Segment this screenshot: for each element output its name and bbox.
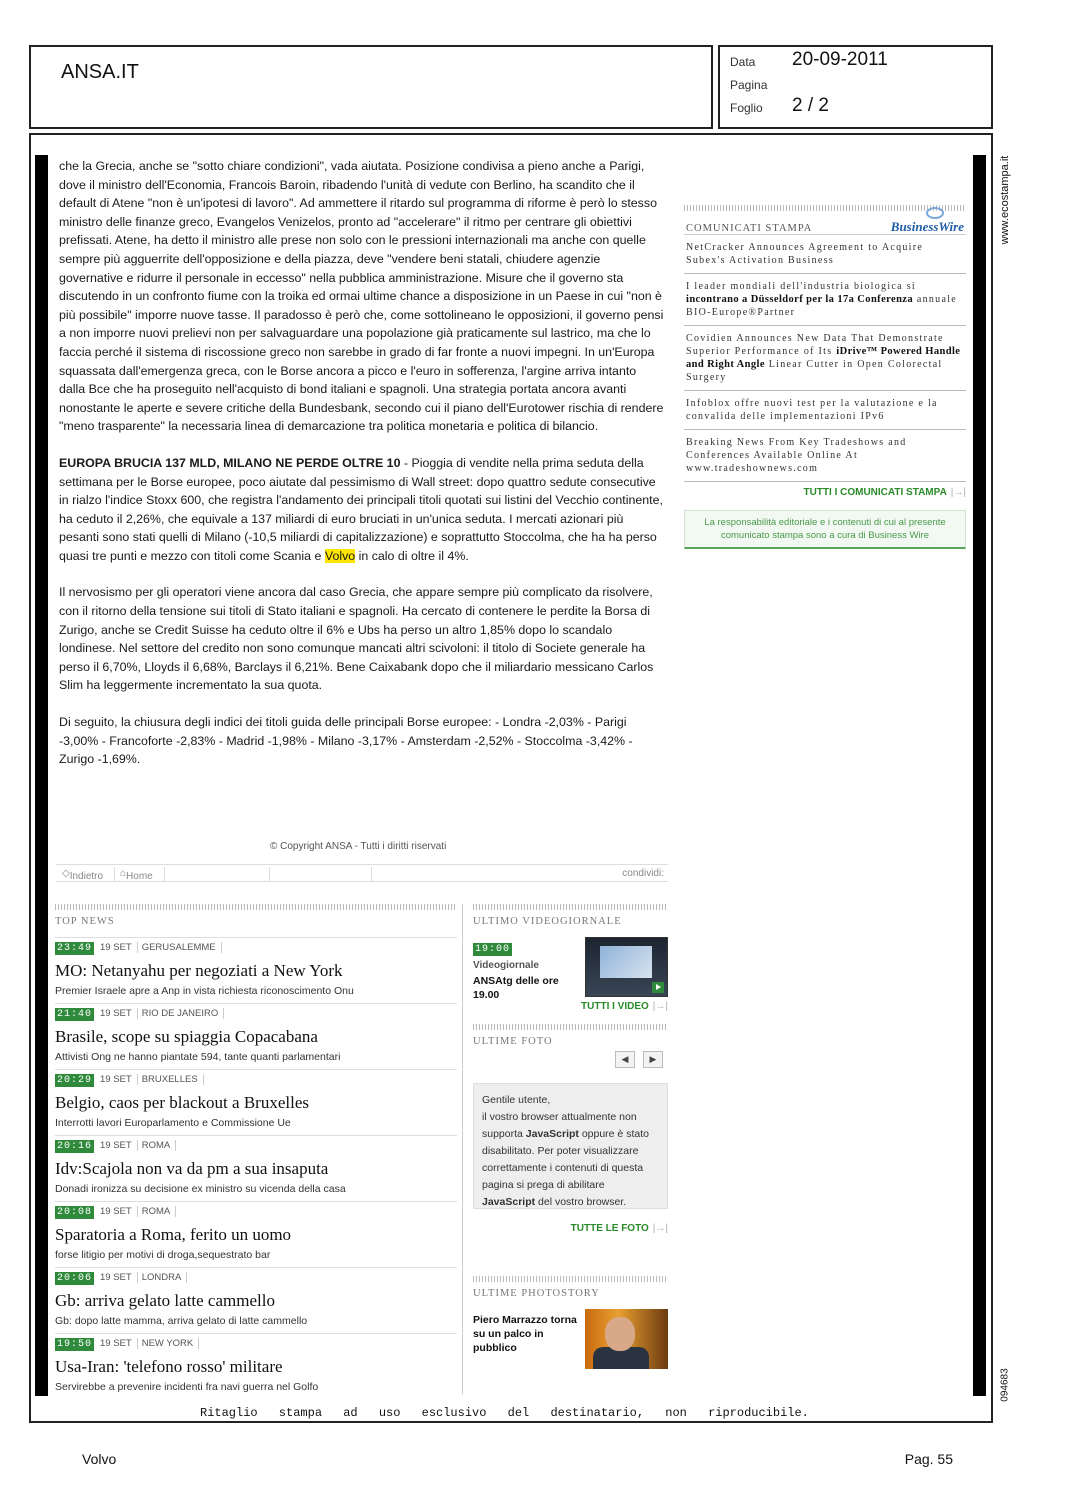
news-time: 19:50 [57, 1339, 93, 1350]
article-body [59, 157, 665, 787]
photo-pager [473, 1051, 668, 1071]
news-item[interactable]: 21:40 19 SET RIO DE JANEIRO Brasile, scope su spiaggia Copacabana Attivisti Ong ne hanno piantate 594, tante quanti parlamentari [55, 1003, 457, 1069]
copyright: © Copyright ANSA - Tutti i diritti riservati [270, 841, 447, 852]
clipping-notice: Ritaglio stampa ad uso esclusivo del destinatario, non riproducibile. [200, 1406, 809, 1420]
article-paragraph: che la Grecia, anche se "sotto chiare condizioni", vada aiutata. Posizione condivisa a pieno anche a Parigi, dove il ministro dell'Economia, Francois Baroin, ribadendo l'unità di vedute con Berlino, ha scandito che il default di Atene "non è un'ipotesi di lavoro". Ad ammettere il ritardo sul programma di riforme è però lo stesso ministro delle finanze greco, Evangelos Venizelos, pronto ad "accelerare" il ritmo per centrare gli obiettivi prefissati. Atene, ha detto il ministro alle prese non solo con le pressioni internazionali ma anche con quelle sempre più agguerrite dell'opposizione e della piazza, deve "vendere beni statali, chiudere agenzie governative e ridurre il personale in eccesso" nella pubblica amministrazione. Misure che il governo sta discutendo in un confronto fiume con la troika ed ormai ultime chance a disposizione in un Paese in cui "non è più possibile" imporre nuove tasse. Il paradosso è però che, come sottolineano le opposizioni, il governo pensi a non imporre nuovi prelievi non per salvaguardare una popolazione già praticamente sul lastrico, ma che lo faccia perché il sistema di riscossione greco non sarebbe in grado di far fronte a nuovi impegni. In un'Europa squassata dall'emergenza greca, con le Borse ancora a picco e l'euro in sofferenza, l'argine arriva intanto dalla Bce che ha proseguito nell'acquisto di bond italiani e spagnoli. Una strategia portata ancora avanti nonostante le aperte e severe critiche della Bundesbank, secondo cui il piano dell'Eurotower rischia di rendere "meno trasparente" la necessaria linea di demarcazione tra politica monetaria e politica di bilancio. [59, 159, 664, 434]
video-card[interactable] [473, 943, 668, 1013]
article-paragraph: EUROPA BRUCIA 137 MLD, MILANO NE PERDE OLTRE 10 - Pioggia di vendite nella prima seduta della settimana per le Borse europee, poco aiutate dal pessimismo di Wall street: dopo quattro sedute consecutive in rialzo l'indice Stoxx 600, che registra l'andamento dei principali titoli quotati sui listini del Vecchio continente, ha ceduto il 2,26%, che equivale a 137 miliardi di euro bruciati in un'unica seduta. I mercati azionari più pesanti sono stati quelli di Milano (-10,5 miliardi di capitalizzazione) e soprattutto Stoccolma, che ha ha perso quasi tre punti e mezzo con titoli come Scania e Volvo in calo di oltre il 4%. [59, 455, 663, 563]
video-time: 19:00 [475, 944, 511, 955]
press-item[interactable]: Breaking News From Key Tradeshows and Conferences Available Online At www.tradeshownews.com [684, 430, 966, 482]
article-paragraph: Il nervosismo per gli operatori viene ancora dal caso Grecia, che appare sempre più complicato da risolvere, con il ritorno della tensione sui titoli di Stato italiani e spagnoli. Ha cercato di contenere le perdite la Borsa di Zurigo, anche se Credit Suisse ha ceduto oltre il 6% e Ubs ha perso un altro 1,85% dopo lo scandalo londinese. Nel settore del credito non sono comunque mancati altri scivoloni: il titolo di Societe generale ha perso il 6,70%, Lloyds il 6,68%, Barclays il 6,21%. Bene Caixabank dopo che il miliardario messicano Carlos Slim ha leggermente incrementato la sua quota. [59, 585, 654, 693]
press-item[interactable]: Covidien Announces New Data That Demonstrate Superior Performance of Its iDrive™ Powered Handle and Right Angle Linear Cutter in Open Colorectal Surgery [684, 326, 966, 391]
header-meta-box [718, 45, 993, 129]
press-item[interactable]: I leader mondiali dell'industria biologica si incontrano a Düsseldorf per la 17a Conferenza annuale BIO-Europe®Partner [684, 274, 966, 326]
prev-arrow-icon[interactable]: ◀ [615, 1051, 635, 1068]
press-disclaimer: La responsabilità editoriale e i contenuti di cui al presente comunicato stampa sono a cura di Business Wire [684, 510, 966, 549]
javascript-notice: Gentile utente, il vostro browser attualmente non supporta JavaScript oppure è stato disabilitato. Per poter visualizzare correttamente i contenuti di questa pagina si prega di abilitare JavaScript del vostro browser. [473, 1083, 668, 1209]
photostory-section-title: ULTIME PHOTOSTORY [473, 1288, 600, 1299]
all-videos-link[interactable]: TUTTI I VIDEO |→| [581, 1001, 668, 1012]
news-time: 20:08 [57, 1207, 93, 1218]
right-black-bar [973, 155, 986, 1396]
all-press-link[interactable]: TUTTI I COMUNICATI STAMPA |→| [803, 487, 966, 498]
media-column [473, 904, 668, 1379]
all-photos-link[interactable]: TUTTE LE FOTO |→| [570, 1223, 668, 1234]
businesswire-logo[interactable]: BusinessWire [890, 219, 964, 234]
highlight-volvo: Volvo [324, 548, 356, 563]
news-time: 20:06 [57, 1273, 93, 1284]
news-title[interactable]: Idv:Scajola non va da pm a sua insaputa [55, 1159, 329, 1178]
news-time: 21:40 [57, 1009, 93, 1020]
footer-keyword: Volvo [82, 1451, 117, 1467]
side-url: www.ecostampa.it [999, 155, 1011, 245]
home-link[interactable]: ⌂ Home [120, 868, 153, 882]
news-title[interactable]: MO: Netanyahu per negoziati a New York [55, 961, 343, 980]
news-item[interactable]: 20:16 19 SET ROMA Idv:Scajola non va da pm a sua insaputa Donadi ironizza su decisione ex ministro su vicenda della casa [55, 1135, 457, 1201]
video-thumbnail[interactable] [585, 937, 668, 997]
top-news [55, 904, 457, 1399]
news-time: 20:29 [57, 1075, 93, 1086]
news-time: 23:49 [57, 943, 93, 954]
play-icon[interactable] [652, 982, 664, 993]
video-caption[interactable]: ANSAtg delle ore 19.00 [473, 975, 559, 1001]
back-link[interactable]: ◇ Indietro [62, 868, 104, 882]
news-item[interactable]: 20:08 19 SET ROMA Sparatoria a Roma, ferito un uomo forse litigio per motivi di droga,sequestrato bar [55, 1201, 457, 1267]
press-title: COMUNICATI STAMPA [686, 223, 813, 234]
news-title[interactable]: Sparatoria a Roma, ferito un uomo [55, 1225, 292, 1244]
news-title[interactable]: Belgio, caos per blackout a Bruxelles [55, 1093, 309, 1112]
news-item[interactable]: 20:29 19 SET BRUXELLES Belgio, caos per blackout a Bruxelles Interrotti lavori Europarlamento e Commissione Ue [55, 1069, 457, 1135]
news-sub: Premier Israele apre a Anp in vista richiesta riconoscimento Onu [55, 985, 354, 997]
data-label: Data [730, 55, 756, 69]
photostory-card[interactable] [473, 1309, 668, 1379]
press-release-box [684, 205, 966, 549]
data-value: 20-09-2011 [792, 49, 888, 70]
news-sub: forse litigio per motivi di droga,sequestrato bar [55, 1249, 271, 1261]
video-section-title: ULTIMO VIDEOGIORNALE [473, 916, 622, 927]
footer-page: Pag. 55 [904, 1451, 953, 1467]
news-item[interactable]: 19:50 19 SET NEW YORK Usa-Iran: 'telefono rosso' militare Servirebbe a prevenire incidenti fra navi guerra nel Golfo [55, 1333, 457, 1399]
news-title[interactable]: Gb: arriva gelato latte cammello [55, 1291, 275, 1310]
news-item[interactable]: 23:49 19 SET GERUSALEMME MO: Netanyahu per negoziati a New York Premier Israele apre a Anp in vista richiesta riconoscimento Onu [55, 937, 457, 1003]
news-sub: Donadi ironizza su decisione ex ministro su vicenda della casa [55, 1183, 346, 1195]
left-black-bar [35, 155, 48, 1396]
side-code: 094683 [999, 1368, 1011, 1402]
news-title[interactable]: Usa-Iran: 'telefono rosso' militare [55, 1357, 283, 1376]
header-source-box [29, 45, 713, 129]
article-paragraph: Di seguito, la chiusura degli indici dei titoli guida delle principali Borse europee: - Londra -2,03% - Parigi -3,00% - Francoforte -2,83% - Madrid -1,98% - Milano -3,17% - Amsterdam -2,52% - Stoccolma -3,42% - Zurigo -1,69%. [59, 715, 633, 767]
photos-section-title: ULTIME FOTO [473, 1036, 553, 1047]
nav-bar [56, 864, 668, 882]
press-item[interactable]: NetCracker Announces Agreement to Acquire Subex's Activation Business [684, 235, 966, 274]
foglio-label: Foglio [730, 101, 763, 115]
news-title[interactable]: Brasile, scope su spiaggia Copacabana [55, 1027, 318, 1046]
top-news-title: TOP NEWS [55, 916, 115, 927]
news-time: 20:16 [57, 1141, 93, 1152]
news-sub: Servirebbe a prevenire incidenti fra navi guerra nel Golfo [55, 1381, 319, 1393]
news-sub: Interrotti lavori Europarlamento e Commissione Ue [55, 1117, 291, 1129]
share-label: condividi: [622, 868, 664, 879]
pagina-label: Pagina [730, 78, 768, 92]
source-title: ANSA.IT [61, 61, 139, 83]
press-item[interactable]: Infoblox offre nuovi test per la valutazione e la convalida delle implementazioni IPv6 [684, 391, 966, 430]
foglio-value: 2 / 2 [792, 95, 829, 116]
photostory-caption[interactable]: Piero Marrazzo torna su un palco in pubblico [473, 1314, 577, 1354]
news-sub: Attivisti Ong ne hanno piantate 594, tante quanti parlamentari [55, 1051, 341, 1063]
news-sub: Gb: dopo latte mamma, arriva gelato di latte cammello [55, 1315, 308, 1327]
article-subhead: EUROPA BRUCIA 137 MLD, MILANO NE PERDE OLTRE 10 [59, 455, 401, 470]
column-divider [462, 904, 463, 1394]
next-arrow-icon[interactable]: ▶ [643, 1051, 663, 1068]
news-item[interactable]: 20:06 19 SET LONDRA Gb: arriva gelato latte cammello Gb: dopo latte mamma, arriva gelato di latte cammello [55, 1267, 457, 1333]
video-label: Videogiornale [473, 960, 539, 971]
businesswire-logo-icon [926, 207, 944, 219]
photostory-thumbnail[interactable] [585, 1309, 668, 1369]
